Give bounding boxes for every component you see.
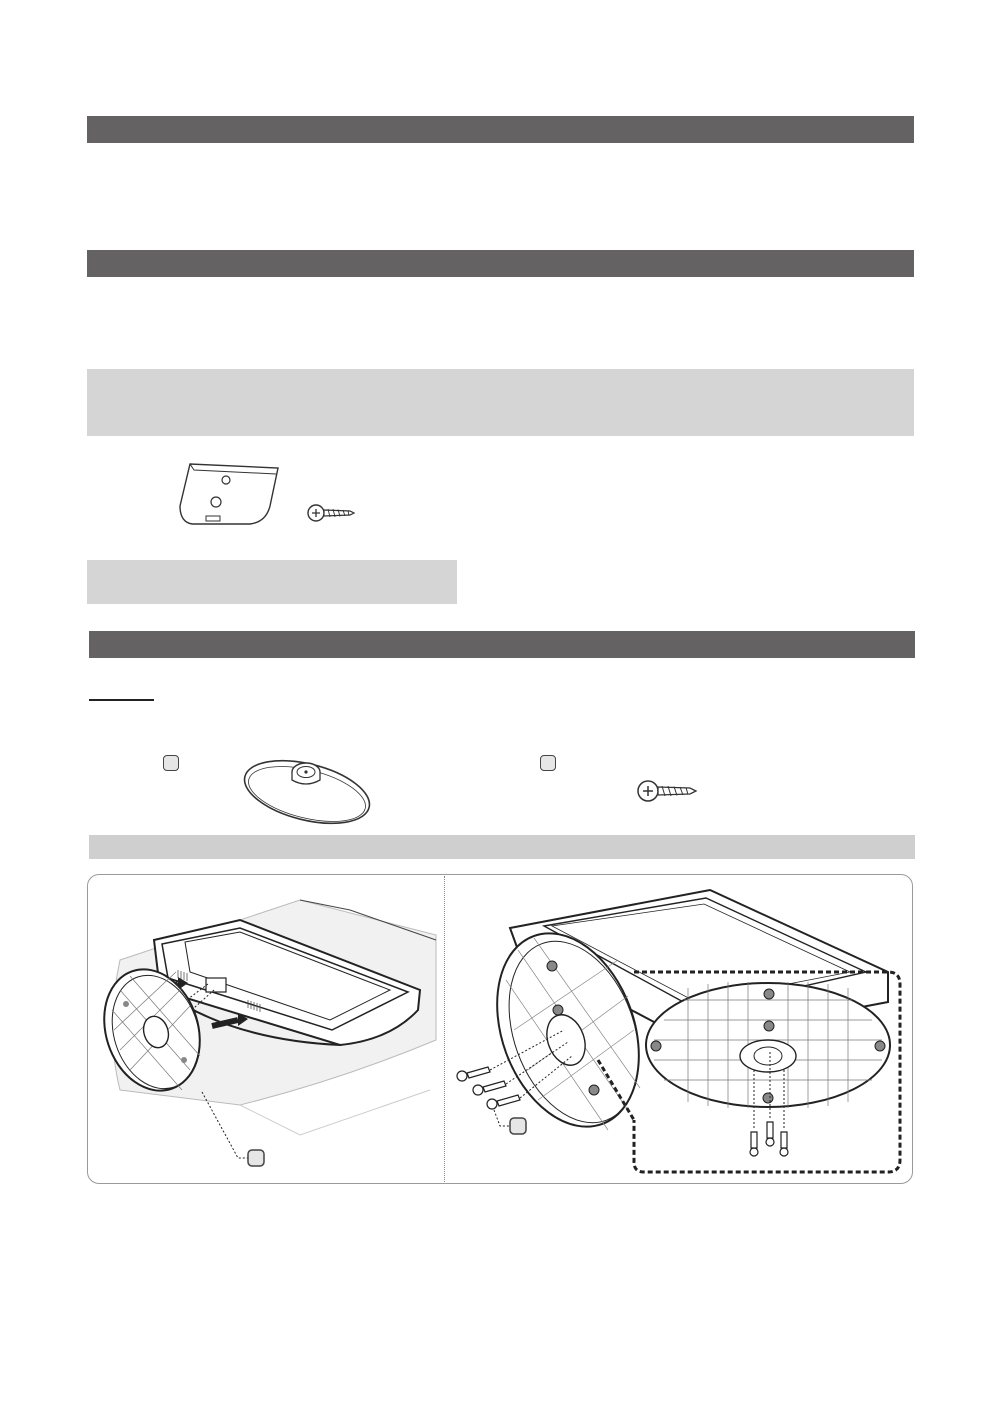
tv-assembly-illustration: [90, 880, 442, 1180]
section-header-bar-3: [89, 631, 915, 658]
section-header-bar-2: [87, 250, 914, 277]
part-badge-screw: [540, 755, 556, 771]
stand-guide-icon: [170, 458, 290, 528]
screw-icon: [306, 502, 356, 524]
subheading-underline: [89, 699, 154, 701]
stand-base-icon: [240, 750, 374, 826]
figure-caption-bar: [89, 835, 915, 859]
screw-icon: [636, 778, 698, 804]
note-box-half: [87, 560, 457, 604]
section-header-bar-1: [87, 116, 914, 143]
note-box-wide: [87, 369, 914, 436]
stand-screw-illustration: [448, 880, 910, 1180]
part-badge-stand: [163, 755, 179, 771]
assembly-figure-divider: [444, 876, 445, 1182]
